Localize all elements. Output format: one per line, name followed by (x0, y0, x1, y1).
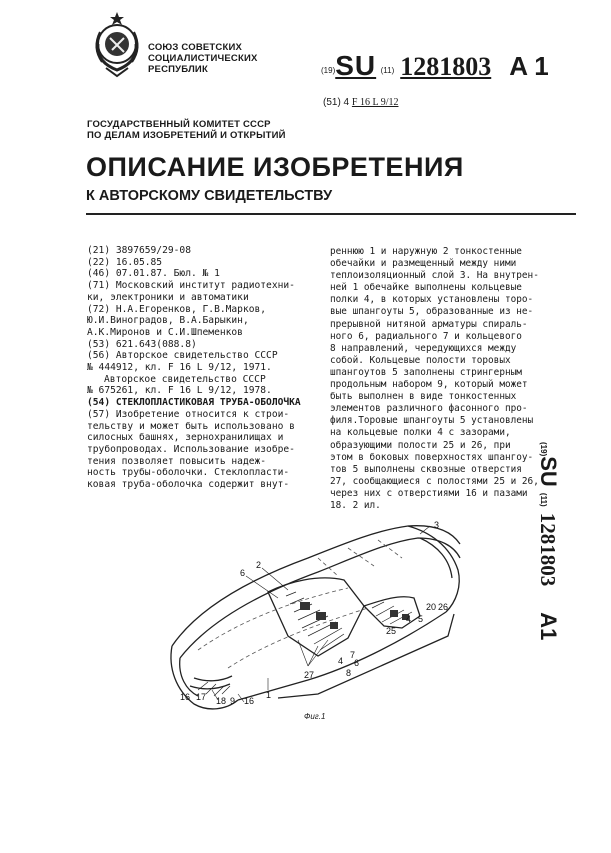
publication-number (321, 50, 549, 82)
biblio-line: ки, электроники и автоматики (87, 291, 249, 303)
abstract-line: филя.Торовые шпангоуты 5 установлены (330, 415, 534, 427)
abstract-line: теплоизоляционный слой 3. На внутрен- (330, 270, 539, 282)
figure-label: 16 (180, 692, 191, 702)
figure-label: 4 (338, 656, 344, 666)
abstract-line: этом в боковых поверхностях шпангоу- (330, 451, 534, 463)
figure-label: 2 (256, 560, 262, 570)
abstract-line: 27, сообщающиеся с полостями 25 и 26, (330, 475, 539, 487)
figure-label: 7 (350, 650, 356, 660)
biblio-line: № 444912, кл. F 16 L 9/12, 1971. (87, 362, 272, 374)
committee-line: ПО ДЕЛАМ ИЗОБРЕТЕНИЙ И ОТКРЫТИЙ (87, 130, 286, 141)
biblio-line: Авторское свидетельство СССР (104, 373, 266, 385)
biblio-line: (46) 07.01.87. Бюл. № 1 (87, 268, 220, 280)
biblio-line: Ю.И.Виноградов, В.А.Барыкин, (87, 315, 249, 327)
figure-label: 4 (406, 614, 412, 624)
country-code: SU (335, 50, 377, 81)
biblio-line: (72) Н.А.Егоренков, Г.В.Марков, (87, 303, 267, 315)
abstract-line: ней 1 обечайке выполнены кольцевые (330, 282, 522, 294)
document-title: ОПИСАНИЕ ИЗОБРЕТЕНИЯ (86, 152, 464, 182)
state-emblem (88, 12, 146, 78)
figure-label: 8 (346, 668, 352, 678)
biblio-line: (22) 16.05.85 (87, 256, 163, 268)
abstract-line: ность трубы-оболочки. Стеклопласти- (87, 467, 290, 479)
bibliographic-data (87, 245, 327, 491)
abstract-line: 8 направлений, чередующихся между (330, 342, 517, 354)
biblio-line: (53) 621.643(088.8) (87, 338, 197, 350)
abstract-line: силосных башнях, зернохранилищах и (87, 432, 284, 444)
side-number: 1281803 (536, 512, 560, 587)
ipc-classification (323, 97, 398, 108)
abstract-line: 18. 2 ил. (330, 499, 381, 511)
side-code-19: (19) (539, 442, 548, 457)
union-name (148, 42, 258, 75)
abstract-continuation (330, 246, 570, 512)
figure-label: 5 (418, 614, 424, 624)
kind-code: A 1 (509, 51, 549, 81)
figure-label: 18 (216, 696, 227, 706)
ipc-code: (51) 4 (323, 97, 350, 108)
figure-label: 3 (434, 520, 440, 530)
union-line: РЕСПУБЛИК (148, 64, 208, 75)
abstract-line: быть выполнен в виде тонкостенных (330, 391, 517, 403)
abstract-line: образующими полости 25 и 26, при (330, 439, 511, 451)
figure-caption: Фиг.1 (304, 712, 326, 721)
abstract-line: собой. Кольцевые полости торовых (330, 354, 511, 366)
side-publication-code (535, 442, 561, 640)
code-11: (11) (380, 66, 395, 75)
code-19: (19) (321, 66, 336, 75)
abstract-line: тения позволяет повысить надеж- (87, 455, 267, 467)
abstract-line: (57) Изобретение относится к строи- (87, 408, 290, 420)
biblio-line: (71) Московский институт радиотехни- (87, 280, 295, 292)
invention-title: (54) СТЕКЛОПЛАСТИКОВАЯ ТРУБА-ОБОЛОЧКА (87, 397, 301, 409)
figure-label: 26 (438, 602, 449, 612)
abstract-line: элементов различного фасонного про- (330, 403, 528, 415)
abstract-line: ного 6, радиального 7 и кольцевого (330, 330, 522, 342)
biblio-line: № 675261, кл. F 16 L 9/12, 1978. (87, 385, 272, 397)
figure-label: 20 (426, 602, 437, 612)
figure-label: 6 (240, 568, 246, 578)
abstract-line: ковая труба-оболочка содержит внут- (87, 479, 290, 491)
committee-name (87, 119, 286, 141)
figure-label: 9 (230, 696, 236, 706)
side-kind: A1 (536, 612, 561, 641)
union-line: СОЮЗ СОВЕТСКИХ (148, 42, 243, 53)
side-country: SU (536, 456, 561, 487)
abstract-line: реннюю 1 и наружную 2 тонкостенные (330, 246, 522, 257)
document-subtitle: К АВТОРСКОМУ СВИДЕТЕЛЬСТВУ (86, 188, 333, 204)
figure-label: 27 (304, 670, 315, 680)
figure-label: 6 (354, 658, 360, 668)
union-line: СОЦИАЛИСТИЧЕСКИХ (148, 53, 258, 64)
abstract-line: тов 5 выполнены сквозные отверстия (330, 463, 522, 475)
biblio-line: (56) Авторское свидетельство СССР (87, 350, 278, 362)
committee-line: ГОСУДАРСТВЕННЫЙ КОМИТЕТ СССР (87, 119, 271, 130)
abstract-line: на кольцевые полки 4 с зазорами, (330, 427, 511, 439)
abstract-line: обечайки и размещенный между ними (330, 258, 517, 270)
abstract-line: вые шпангоуты 5, образованные из не- (330, 306, 534, 318)
biblio-line: (21) 3897659/29-08 (87, 245, 191, 256)
side-code-11: (11) (539, 492, 548, 507)
patent-number: 1281803 (400, 52, 492, 81)
title-rule (86, 213, 576, 215)
figure-label: 16 (244, 696, 255, 706)
abstract-line: полки 4, в которых установлены торо- (330, 294, 534, 306)
pipe-shell-drawing (168, 518, 468, 714)
figure-label: 17 (196, 692, 207, 702)
abstract-line: через них с отверстиями 16 и пазами (330, 487, 528, 499)
biblio-line: А.К.Миронов и С.И.Шпеменков (87, 326, 243, 338)
figure-label: 1 (266, 690, 272, 700)
abstract-line: шпангоутов 5 заполнены стрингерным (330, 366, 522, 378)
abstract-line: трубопроводах. Использование изобре- (87, 443, 295, 455)
abstract-line: прерывной нитяной арматуры спираль- (330, 318, 528, 330)
abstract-line: продольным набором 9, который может (330, 379, 528, 391)
ipc-class: F 16 L 9/12 (351, 97, 399, 108)
figure-label: 25 (386, 626, 397, 636)
abstract-line: тельству и может быть использовано в (87, 420, 295, 432)
